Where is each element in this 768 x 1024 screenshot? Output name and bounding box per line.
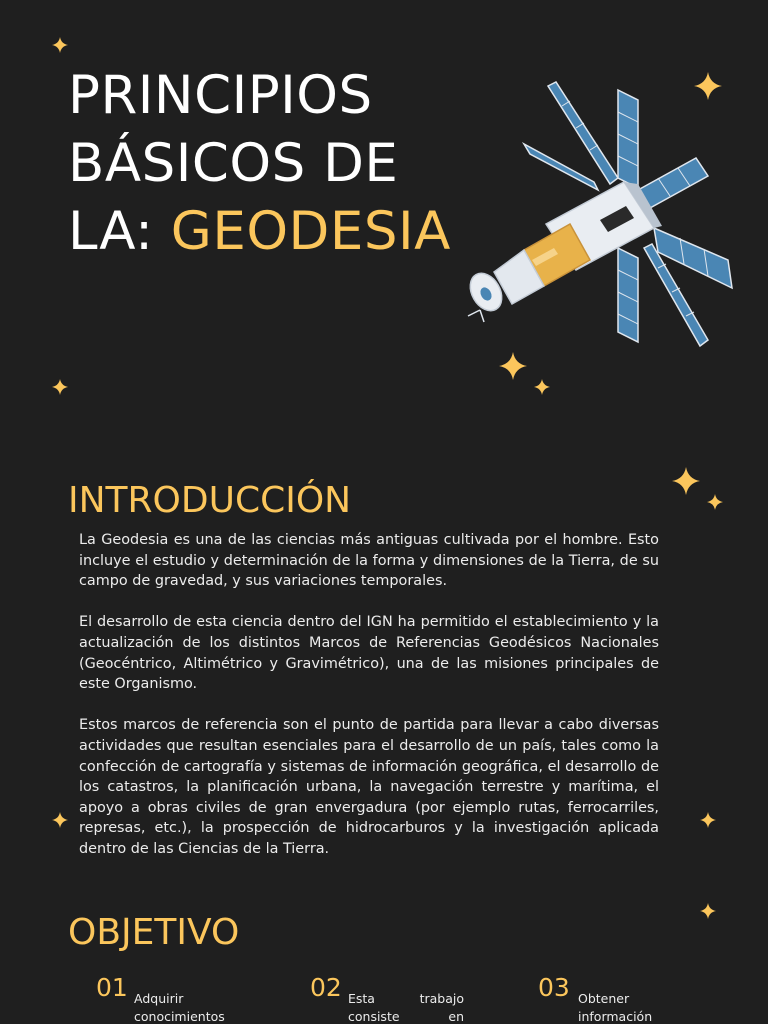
sparkle-star-icon — [707, 494, 723, 510]
introduction-paragraph: Estos marcos de referencia son el punto de partida para llevar a cabo diversas actividades que resultan esenciales para el desarrollo de un país, tales como la confección de cartografía y sistemas de información geográfica, el desarrollo de los catastros, la planificación urbana, la navegación terrestre y marítima, el apoyo a obras civiles de gran envergadura (por ejemplo rutas, ferrocarriles, represas, etc.), la prospección de hidrocarburos y la investigación aplicada dentro de las Ciencias de la Tierra. — [79, 717, 659, 857]
objective-item — [96, 976, 256, 1024]
introduction-paragraph: El desarrollo de esta ciencia dentro del IGN ha permitido el establecimiento y la actualización de los distintos Marcos de Referencias Geodésicos Nacionales (Geocéntrico, Altimétrico y Gravimétrico), una de las misiones principales de este Organismo. — [79, 614, 659, 693]
title-line-3-prefix: LA: — [68, 201, 171, 262]
sparkle-star-icon — [534, 379, 550, 395]
objective-text: Obtener información — [578, 991, 653, 1024]
sparkle-star-icon — [52, 379, 68, 395]
objective-heading: OBJETIVO — [68, 912, 240, 953]
objective-item — [538, 976, 698, 1024]
sparkle-star-icon — [52, 37, 68, 53]
sparkle-star-icon — [700, 812, 716, 828]
objective-number: 02 — [310, 976, 342, 1002]
sparkle-star-icon — [672, 467, 700, 495]
objective-text: Esta trabajo consiste en — [348, 991, 464, 1024]
objective-number: 01 — [96, 976, 128, 1002]
title-accent-word: GEODESIA — [170, 201, 451, 262]
objective-item — [310, 976, 480, 1024]
title-line-2: BÁSICOS DE — [68, 133, 399, 194]
introduction-body — [79, 530, 659, 866]
objective-text: Adquirir conocimientos — [134, 991, 225, 1024]
page-title — [68, 62, 451, 266]
satellite-illustration — [458, 78, 748, 358]
sparkle-star-icon — [52, 812, 68, 828]
sparkle-star-icon — [700, 903, 716, 919]
title-line-1: PRINCIPIOS — [68, 65, 373, 126]
introduction-paragraph: La Geodesia es una de las ciencias más antiguas cultivada por el hombre. Esto incluye el estudio y determinación de la forma y dimensiones de la Tierra, de su campo de gravedad, y sus variaciones temporales. — [79, 532, 659, 590]
introduction-heading: INTRODUCCIÓN — [68, 480, 352, 521]
objective-number: 03 — [538, 976, 570, 1002]
